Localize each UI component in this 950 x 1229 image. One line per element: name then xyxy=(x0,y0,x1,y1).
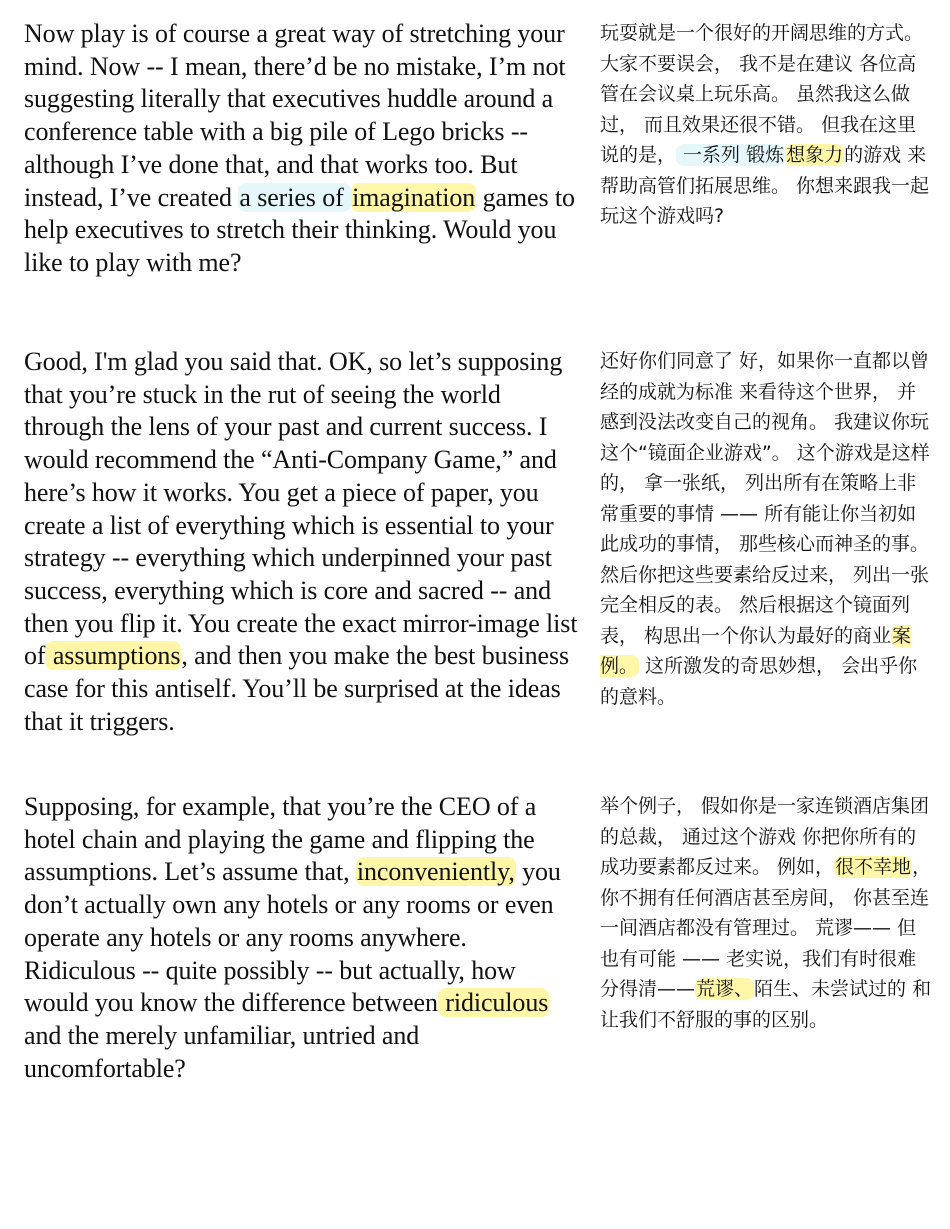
text-run: and the merely unfamiliar, untried and uncomfortable? xyxy=(24,1020,420,1083)
chinese-paragraph xyxy=(600,791,935,1035)
text-run: ， 你不拥有任何酒店甚至房间， 你甚至连一间酒店都没有管理过。 荒谬—— 但也有可能 —— 老实说，我们有时很难分得清—— xyxy=(600,856,932,1000)
highlight-yellow: inconveniently, xyxy=(356,857,515,887)
text-run: , and then you make the best business case for this antiself. You’ll be surprised at the ideas that it triggers. xyxy=(24,641,570,736)
text-run: Good, I'm glad you said that. OK, so let’s supposing that you’re stuck in the rut of seeing the world through the lens of your past and current success. I would recommend the “Anti-Company Game,” and here’s how it works. You get a piece of paper, you create a list of everything which is essential to your strategy -- everything which underpinned your past success, everything which is core and sacred -- and then you flip it. You create the exact mirror-image list of xyxy=(24,347,578,671)
text-run: 举个例子， 假如你是一家连锁酒店集团的总裁， 通过这个游戏 你把你所有的成功要素都反过来。 例如， xyxy=(600,795,930,878)
text-run: 的游戏 来帮助高管们拓展思维。 你想来跟我一起玩这个游戏吗? xyxy=(600,144,930,227)
text-run: Supposing, for example, that you’re the CEO of a hotel chain and playing the game and flipping the assumptions. Let’s assume that, xyxy=(24,792,537,887)
text-run: 这所激发的奇思妙想， 会出乎你的意料。 xyxy=(600,655,918,708)
text-run: 玩耍就是一个很好的开阔思维的方式。 大家不要误会， 我不是在建议 各位高管在会议桌上玩乐高。 虽然我这么做过， 而且效果还很不错。 但我在这里说的是， xyxy=(600,22,924,166)
highlight-blue: 一系列 锻炼 xyxy=(677,144,785,166)
highlight-yellow: assumptions xyxy=(46,641,181,671)
text-run: games to help executives to stretch their thinking. Would you like to play with me? xyxy=(24,182,575,277)
text-run: 陌生、未尝试过的 和让我们不舒服的事的区别。 xyxy=(600,978,932,1031)
text-run: 还好你们同意了 好，如果你一直都以曾经的成就为标准 来看待这个世界， 并感到没法改变自己的视角。 我建议你玩这个“镜面企业游戏”。 这个游戏是这样的， 拿一张纸， 列出所有在策略上非常重要的事情 —— 所有能让你当初如此成功的事情， 那些核心而神圣的事。 然后你把这些要素给反过来， 列出一张完全相反的表。 然后根据这个镜面列表， 构思出一个你认为最好的商业 xyxy=(600,350,930,647)
english-paragraph xyxy=(24,791,584,1085)
highlight-blue: a series of xyxy=(239,182,351,212)
highlight-yellow: ridiculous xyxy=(438,988,549,1018)
english-paragraph xyxy=(24,18,584,280)
chinese-paragraph xyxy=(600,18,935,232)
chinese-paragraph xyxy=(600,346,935,712)
highlight-yellow: 案例。 xyxy=(600,624,912,677)
highlight-yellow: 荒谬、 xyxy=(696,978,754,1000)
highlight-yellow: 很不幸地 xyxy=(835,856,912,878)
text-run: Now play is of course a great way of stretching your mind. Now -- I mean, there’d be no mistake, I’m not suggesting literally that executives huddle around a conference table with a big pile of Lego bricks -- although I’ve done that, and that works too. But instead, I’ve created xyxy=(24,19,566,212)
english-paragraph xyxy=(24,346,584,738)
highlight-yellow: imagination xyxy=(352,182,476,212)
highlight-yellow: 想象力 xyxy=(786,144,844,166)
text-run: you don’t actually own any hotels or any rooms or even operate any hotels or any rooms anywhere. Ridiculous -- quite possibly -- but actually, how would you know the difference between xyxy=(24,857,561,1018)
